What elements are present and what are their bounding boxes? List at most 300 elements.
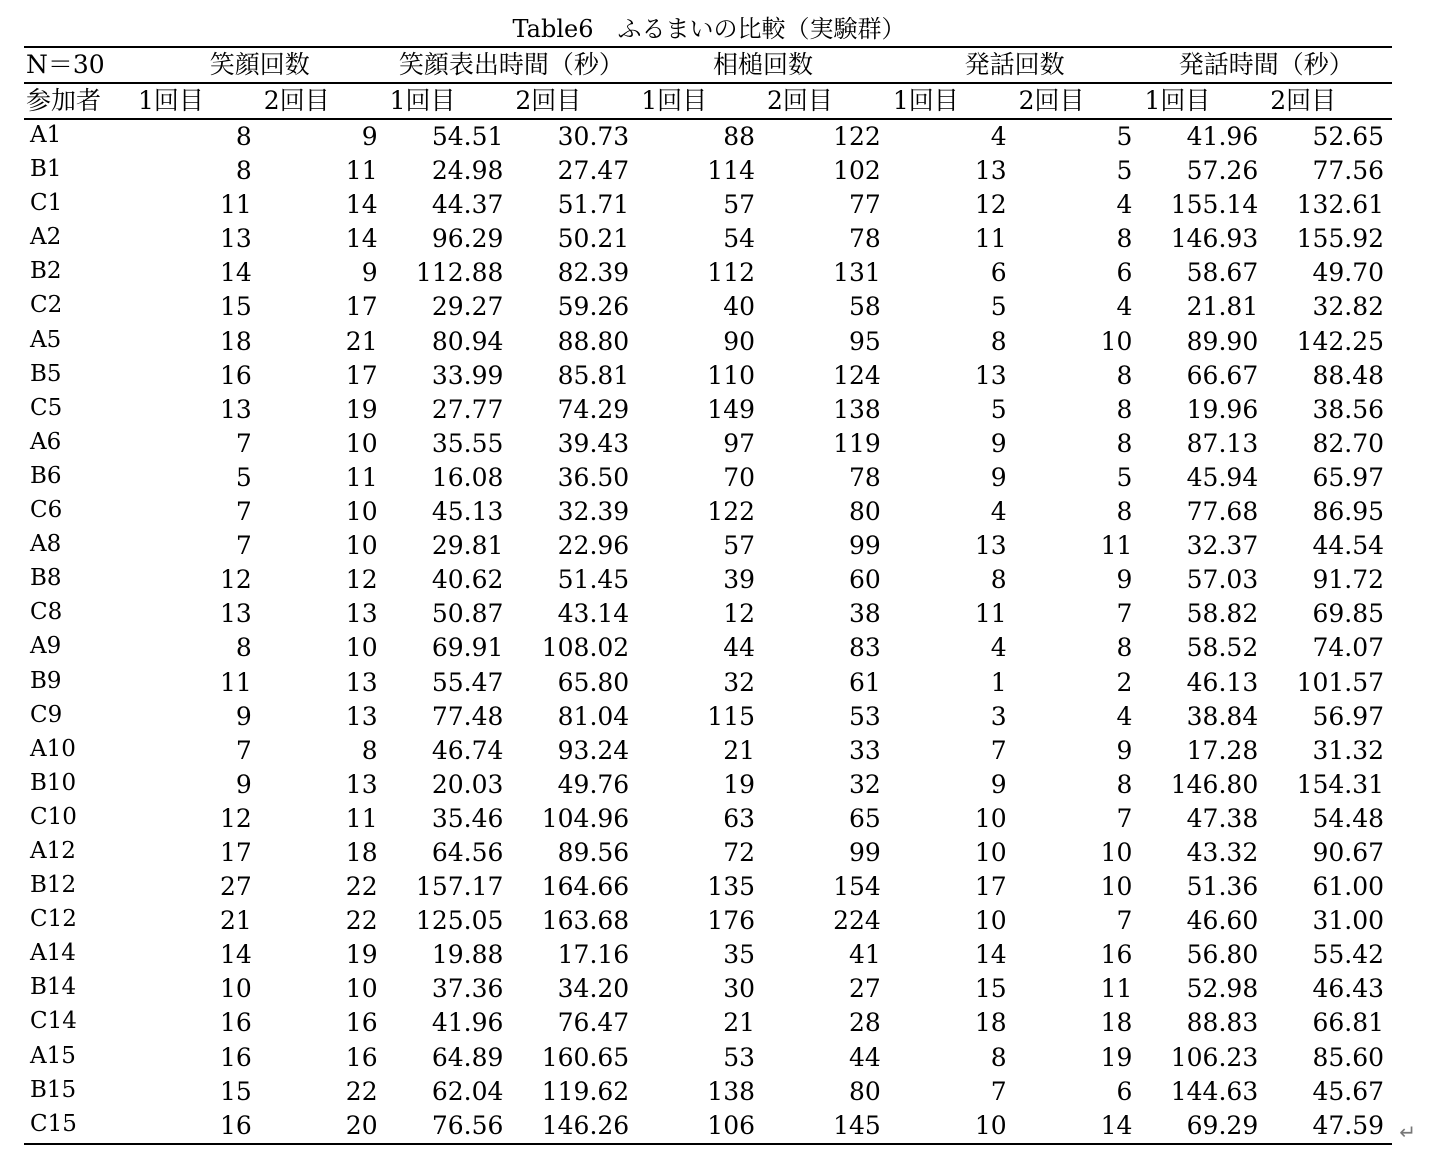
value-cell: 8	[990, 1042, 1007, 1072]
table-row	[24, 938, 1392, 972]
value-cell: 155.92	[1296, 224, 1385, 254]
value-cell: 17.16	[557, 940, 630, 970]
value-cell: 142.25	[1296, 326, 1385, 356]
table-row	[24, 700, 1392, 734]
participant-id-cell: A10	[30, 735, 76, 762]
value-cell: 43.14	[557, 599, 630, 629]
table-row	[24, 222, 1392, 256]
value-cell: 5	[1116, 156, 1133, 186]
header-row-sessions	[24, 83, 1392, 119]
value-cell: 21	[723, 735, 756, 765]
value-cell: 155.14	[1170, 190, 1259, 220]
value-cell: 38	[849, 599, 881, 629]
value-cell: 22	[345, 1076, 378, 1106]
value-cell: 57.26	[1186, 156, 1259, 186]
value-cell: 58.52	[1186, 633, 1259, 663]
value-cell: 21	[723, 1008, 756, 1038]
value-cell: 19	[1100, 1042, 1133, 1072]
value-cell: 4	[1116, 190, 1133, 220]
value-cell: 160.65	[541, 1042, 630, 1072]
table-row	[24, 597, 1392, 631]
value-cell: 157.17	[415, 872, 504, 902]
value-cell: 6	[990, 258, 1007, 288]
value-cell: 35	[723, 940, 756, 970]
value-cell: 31.00	[1312, 906, 1385, 936]
participant-id-cell: B5	[30, 360, 62, 387]
value-cell: 44	[849, 1042, 881, 1072]
value-cell: 132.61	[1296, 190, 1385, 220]
group-header-utterance-count: 発話回数	[889, 47, 1141, 83]
value-cell: 12	[219, 803, 252, 833]
value-cell: 8	[361, 735, 378, 765]
participant-id-cell: C5	[30, 394, 63, 421]
value-cell: 11	[974, 599, 1007, 629]
value-cell: 8	[1116, 633, 1133, 663]
value-cell: 14	[1015, 1109, 1141, 1144]
sub-header-second: 2回目	[1266, 83, 1392, 119]
value-cell: 8	[1116, 769, 1133, 799]
value-cell: 8	[235, 122, 252, 151]
table-row	[24, 461, 1392, 495]
participant-id-cell: A9	[30, 633, 62, 660]
value-cell: 12	[723, 599, 756, 629]
value-cell: 11	[345, 462, 378, 492]
value-cell: 57.03	[1186, 565, 1259, 595]
value-cell: 27	[849, 974, 881, 1004]
table-row	[24, 290, 1392, 324]
value-cell: 12	[219, 565, 252, 595]
value-cell: 13	[974, 360, 1007, 390]
value-cell: 7	[235, 497, 252, 527]
value-cell: 58.82	[1186, 599, 1259, 629]
value-cell: 88.80	[557, 326, 630, 356]
value-cell: 69.29	[1140, 1109, 1266, 1144]
value-cell: 57	[723, 531, 756, 561]
n-label: N＝30	[24, 47, 134, 83]
value-cell: 164.66	[541, 872, 630, 902]
value-cell: 93.24	[557, 735, 630, 765]
value-cell: 125.05	[415, 906, 504, 936]
value-cell: 21.81	[1186, 292, 1259, 322]
value-cell: 41	[849, 940, 881, 970]
participant-id-cell: A12	[30, 837, 76, 864]
value-cell: 77.68	[1186, 497, 1259, 527]
value-cell: 146.93	[1170, 224, 1259, 254]
sub-header-first: 1回目	[386, 83, 512, 119]
value-cell: 47.59	[1266, 1109, 1392, 1144]
value-cell: 50.87	[431, 599, 504, 629]
value-cell: 51.45	[557, 565, 630, 595]
value-cell: 76.56	[386, 1109, 512, 1144]
sub-header-second: 2回目	[763, 83, 889, 119]
value-cell: 14	[974, 940, 1007, 970]
value-cell: 138	[707, 1076, 756, 1106]
value-cell: 44.54	[1312, 531, 1385, 561]
value-cell: 7	[235, 428, 252, 458]
value-cell: 35.55	[431, 428, 504, 458]
value-cell: 27	[219, 872, 252, 902]
table-row	[24, 972, 1392, 1006]
value-cell: 56.80	[1186, 940, 1259, 970]
value-cell: 10	[345, 974, 378, 1004]
value-cell: 6	[1116, 258, 1133, 288]
value-cell: 106	[637, 1109, 763, 1144]
value-cell: 97	[723, 428, 756, 458]
value-cell: 22	[345, 906, 378, 936]
value-cell: 4	[990, 633, 1007, 663]
value-cell: 8	[1116, 428, 1133, 458]
value-cell: 91.72	[1312, 565, 1385, 595]
participant-id-cell: A6	[30, 428, 62, 455]
value-cell: 9	[1116, 735, 1133, 765]
value-cell: 36.50	[557, 462, 630, 492]
value-cell: 13	[345, 701, 378, 731]
participant-id-cell: C14	[30, 1008, 77, 1035]
value-cell: 14	[219, 258, 252, 288]
value-cell: 13	[219, 599, 252, 629]
value-cell: 77.56	[1312, 156, 1385, 186]
value-cell: 69.91	[431, 633, 504, 663]
value-cell: 146.80	[1170, 769, 1259, 799]
value-cell: 55.47	[431, 667, 504, 697]
value-cell: 29.81	[431, 531, 504, 561]
value-cell: 50.21	[557, 224, 630, 254]
participant-id-cell: C12	[30, 906, 77, 933]
value-cell: 65.97	[1312, 462, 1385, 492]
table-row	[24, 734, 1392, 768]
value-cell: 99	[849, 837, 881, 867]
value-cell: 7	[1116, 803, 1133, 833]
participant-id-cell: C15	[24, 1109, 134, 1144]
value-cell: 37.36	[431, 974, 504, 1004]
value-cell: 9	[990, 462, 1007, 492]
value-cell: 33	[849, 735, 881, 765]
sub-header-first: 1回目	[889, 83, 1015, 119]
value-cell: 61.00	[1312, 872, 1385, 902]
participant-id-cell: A14	[30, 940, 76, 967]
value-cell: 1	[990, 667, 1007, 697]
value-cell: 13	[345, 599, 378, 629]
value-cell: 20	[260, 1109, 386, 1144]
value-cell: 12	[974, 190, 1007, 220]
value-cell: 8	[235, 156, 252, 186]
value-cell: 112	[707, 258, 756, 288]
value-cell: 53	[723, 1042, 756, 1072]
value-cell: 52.65	[1312, 122, 1385, 151]
value-cell: 5	[235, 462, 252, 492]
value-cell: 10	[974, 837, 1007, 867]
value-cell: 15	[219, 292, 252, 322]
value-cell: 176	[707, 906, 756, 936]
value-cell: 66.81	[1312, 1008, 1385, 1038]
value-cell: 41.96	[1186, 122, 1259, 151]
value-cell: 16	[134, 1109, 260, 1144]
table-row	[24, 870, 1392, 904]
value-cell: 10	[345, 497, 378, 527]
value-cell: 8	[1116, 394, 1133, 424]
table-body	[24, 119, 1392, 1144]
value-cell: 115	[707, 701, 756, 731]
value-cell: 54	[723, 224, 756, 254]
value-cell: 19.88	[431, 940, 504, 970]
value-cell: 145	[763, 1109, 889, 1144]
value-cell: 61	[849, 667, 881, 697]
value-cell: 88.83	[1186, 1008, 1259, 1038]
value-cell: 30	[723, 974, 756, 1004]
participant-id-cell: B14	[30, 974, 77, 1001]
value-cell: 44	[723, 633, 756, 663]
value-cell: 5	[990, 394, 1007, 424]
table-row	[24, 427, 1392, 461]
value-cell: 63	[723, 803, 756, 833]
value-cell: 15	[219, 1076, 252, 1106]
value-cell: 28	[849, 1008, 881, 1038]
participant-id-cell: A5	[30, 326, 62, 353]
value-cell: 32.82	[1312, 292, 1385, 322]
value-cell: 80	[849, 497, 881, 527]
value-cell: 10	[345, 428, 378, 458]
value-cell: 14	[219, 940, 252, 970]
table-row	[24, 802, 1392, 836]
value-cell: 18	[345, 837, 378, 867]
value-cell: 51.36	[1186, 872, 1259, 902]
value-cell: 35.46	[431, 803, 504, 833]
value-cell: 57	[723, 190, 756, 220]
value-cell: 10	[974, 803, 1007, 833]
value-cell: 89.56	[557, 837, 630, 867]
table-container	[24, 12, 1394, 1145]
value-cell: 55.42	[1312, 940, 1385, 970]
value-cell: 9	[361, 258, 378, 288]
value-cell: 17	[345, 292, 378, 322]
value-cell: 17	[345, 360, 378, 390]
value-cell: 4	[990, 497, 1007, 527]
value-cell: 8	[990, 326, 1007, 356]
value-cell: 13	[345, 769, 378, 799]
value-cell: 85.81	[557, 360, 630, 390]
table-row	[24, 1006, 1392, 1040]
value-cell: 13	[345, 667, 378, 697]
table-row	[24, 119, 1392, 154]
value-cell: 10	[889, 1109, 1015, 1144]
value-cell: 16	[219, 1008, 252, 1038]
value-cell: 11	[974, 224, 1007, 254]
value-cell: 8	[235, 633, 252, 663]
value-cell: 8	[1116, 360, 1133, 390]
value-cell: 88.48	[1312, 360, 1385, 390]
value-cell: 78	[849, 462, 881, 492]
participant-id-cell: B1	[30, 156, 62, 183]
value-cell: 32.37	[1186, 531, 1259, 561]
value-cell: 74.07	[1312, 633, 1385, 663]
value-cell: 135	[707, 872, 756, 902]
value-cell: 122	[707, 497, 756, 527]
value-cell: 146.26	[511, 1109, 637, 1144]
value-cell: 46.74	[431, 735, 504, 765]
value-cell: 16	[219, 1042, 252, 1072]
value-cell: 16.08	[431, 462, 504, 492]
value-cell: 102	[833, 156, 881, 186]
value-cell: 41.96	[431, 1008, 504, 1038]
value-cell: 60	[849, 565, 881, 595]
value-cell: 22	[345, 872, 378, 902]
value-cell: 13	[974, 156, 1007, 186]
value-cell: 10	[1100, 837, 1133, 867]
participant-id-cell: A15	[30, 1042, 76, 1069]
value-cell: 108.02	[541, 633, 630, 663]
value-cell: 90	[723, 326, 756, 356]
participant-id-cell: C6	[30, 497, 63, 524]
value-cell: 9	[235, 769, 252, 799]
value-cell: 82.39	[557, 258, 630, 288]
value-cell: 8	[1116, 497, 1133, 527]
table-row	[24, 359, 1392, 393]
group-header-backchannel-count: 相槌回数	[637, 47, 889, 83]
value-cell: 10	[1100, 326, 1133, 356]
value-cell: 20.03	[431, 769, 504, 799]
value-cell: 124	[833, 360, 881, 390]
table-row	[24, 563, 1392, 597]
value-cell: 39	[723, 565, 756, 595]
value-cell: 39.43	[557, 428, 630, 458]
value-cell: 64.89	[431, 1042, 504, 1072]
value-cell: 149	[707, 394, 756, 424]
value-cell: 7	[235, 531, 252, 561]
participant-id-cell: B8	[30, 565, 62, 592]
value-cell: 32.39	[557, 497, 630, 527]
value-cell: 45.67	[1312, 1076, 1385, 1106]
value-cell: 62.04	[431, 1076, 504, 1106]
value-cell: 47.38	[1186, 803, 1259, 833]
value-cell: 11	[219, 190, 252, 220]
participant-id-cell: A1	[30, 122, 62, 148]
value-cell: 12	[345, 565, 378, 595]
behavior-comparison-table	[24, 46, 1392, 1145]
value-cell: 99	[849, 531, 881, 561]
value-cell: 51.71	[557, 190, 630, 220]
value-cell: 77	[849, 190, 881, 220]
sub-header-first: 1回目	[134, 83, 260, 119]
value-cell: 10	[345, 633, 378, 663]
value-cell: 65	[849, 803, 881, 833]
value-cell: 112.88	[415, 258, 504, 288]
value-cell: 40	[723, 292, 756, 322]
value-cell: 7	[990, 1076, 1007, 1106]
table-row	[24, 836, 1392, 870]
value-cell: 10	[974, 906, 1007, 936]
value-cell: 16	[345, 1042, 378, 1072]
value-cell: 18	[219, 326, 252, 356]
participant-label: 参加者	[24, 83, 134, 119]
value-cell: 5	[1116, 122, 1133, 151]
value-cell: 69.85	[1312, 599, 1385, 629]
value-cell: 33.99	[431, 360, 504, 390]
value-cell: 77.48	[431, 701, 504, 731]
value-cell: 18	[1100, 1008, 1133, 1038]
participant-id-cell: C8	[30, 599, 63, 626]
value-cell: 7	[1116, 599, 1133, 629]
value-cell: 19.96	[1186, 394, 1259, 424]
group-header-smile-time: 笑顔表出時間（秒）	[386, 47, 638, 83]
value-cell: 15	[974, 974, 1007, 1004]
participant-id-cell: C9	[30, 701, 63, 728]
value-cell: 96.29	[431, 224, 504, 254]
value-cell: 85.60	[1312, 1042, 1385, 1072]
value-cell: 87.13	[1186, 428, 1259, 458]
table-row	[24, 256, 1392, 290]
value-cell: 24.98	[431, 156, 504, 186]
value-cell: 131	[833, 258, 881, 288]
value-cell: 110	[707, 360, 756, 390]
value-cell: 19	[345, 940, 378, 970]
table-row	[24, 393, 1392, 427]
value-cell: 144.63	[1170, 1076, 1259, 1106]
value-cell: 65.80	[557, 667, 630, 697]
value-cell: 90.67	[1312, 837, 1385, 867]
sub-header-first: 1回目	[637, 83, 763, 119]
value-cell: 27.77	[431, 394, 504, 424]
table-caption: Table6 ふるまいの比較（実験群）	[512, 15, 906, 43]
participant-id-cell: B9	[30, 667, 62, 694]
value-cell: 4	[1116, 292, 1133, 322]
table-row	[24, 631, 1392, 665]
participant-id-cell: B15	[30, 1076, 77, 1103]
value-cell: 44.37	[431, 190, 504, 220]
value-cell: 154	[833, 872, 881, 902]
value-cell: 70	[723, 462, 756, 492]
value-cell: 49.76	[557, 769, 630, 799]
value-cell: 21	[345, 326, 378, 356]
value-cell: 95	[849, 326, 881, 356]
value-cell: 2	[1116, 667, 1133, 697]
value-cell: 46.13	[1186, 667, 1259, 697]
value-cell: 30.73	[557, 122, 630, 151]
value-cell: 6	[1116, 1076, 1133, 1106]
value-cell: 101.57	[1296, 667, 1385, 697]
value-cell: 11	[1100, 974, 1133, 1004]
value-cell: 56.97	[1312, 701, 1385, 731]
value-cell: 66.67	[1186, 360, 1259, 390]
value-cell: 106.23	[1170, 1042, 1259, 1072]
value-cell: 104.96	[541, 803, 630, 833]
value-cell: 86.95	[1312, 497, 1385, 527]
participant-id-cell: B6	[30, 462, 62, 489]
value-cell: 8	[1116, 224, 1133, 254]
value-cell: 9	[235, 701, 252, 731]
value-cell: 17	[219, 837, 252, 867]
value-cell: 119	[833, 428, 881, 458]
value-cell: 53	[849, 701, 881, 731]
value-cell: 9	[1116, 565, 1133, 595]
value-cell: 119.62	[541, 1076, 630, 1106]
value-cell: 122	[833, 122, 881, 151]
table-row	[24, 529, 1392, 563]
value-cell: 11	[1100, 531, 1133, 561]
group-header-smile-count: 笑顔回数	[134, 47, 386, 83]
sub-header-second: 2回目	[260, 83, 386, 119]
value-cell: 78	[849, 224, 881, 254]
value-cell: 88	[723, 122, 756, 151]
value-cell: 19	[345, 394, 378, 424]
table-row	[24, 904, 1392, 938]
value-cell: 19	[723, 769, 756, 799]
value-cell: 45.94	[1186, 462, 1259, 492]
value-cell: 31.32	[1312, 735, 1385, 765]
table-row	[24, 1041, 1392, 1075]
value-cell: 14	[345, 190, 378, 220]
value-cell: 89.90	[1186, 326, 1259, 356]
value-cell: 54.48	[1312, 803, 1385, 833]
